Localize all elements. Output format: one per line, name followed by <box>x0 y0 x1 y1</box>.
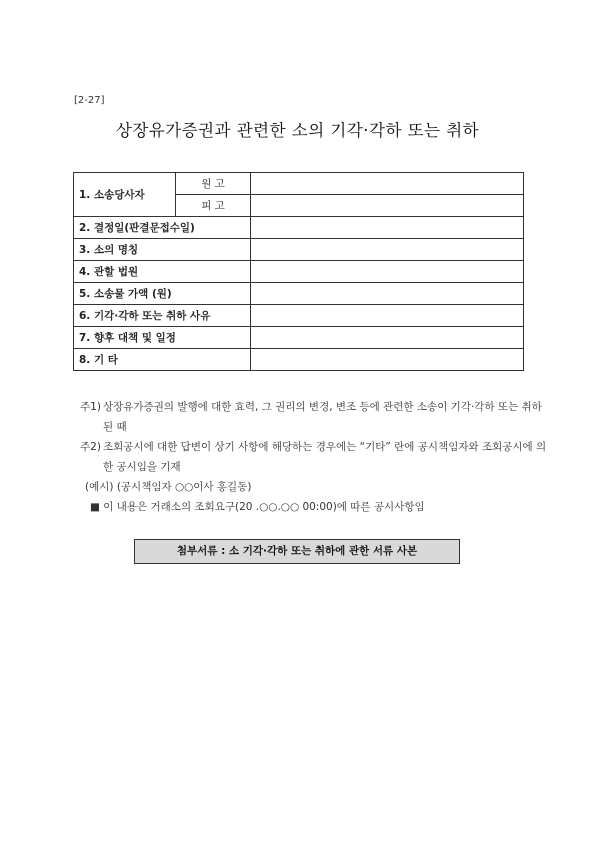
note-1-number: 주1) <box>80 401 101 413</box>
notes-section <box>80 397 549 517</box>
form-code: [2-27] <box>74 95 105 106</box>
value-cell-future-plan[interactable] <box>251 327 524 349</box>
row-label-court: 4. 관할 법원 <box>74 261 251 283</box>
row-label-decision-date: 2. 결정일(판결문접수일) <box>74 217 251 239</box>
statement-line <box>80 497 549 517</box>
value-cell-claim-amount[interactable] <box>251 283 524 305</box>
value-cell-court[interactable] <box>251 261 524 283</box>
disclosure-form-table <box>73 172 524 371</box>
note-1 <box>80 397 549 437</box>
table-row <box>74 173 524 195</box>
table-row <box>74 327 524 349</box>
example-line: (예시) (공시책임자 ○○이사 홍길동) <box>85 481 252 493</box>
value-cell-decision-date[interactable] <box>251 217 524 239</box>
table-row <box>74 283 524 305</box>
table-row <box>74 239 524 261</box>
statement-text: 이 내용은 거래소의 조회요구(20 .○○.○○ 00:00)에 따른 공시사항임 <box>103 501 425 513</box>
row-label-parties: 1. 소송당사자 <box>74 173 176 217</box>
row-label-other: 8. 기 타 <box>74 349 251 371</box>
sub-label-defendant: 피 고 <box>176 195 251 217</box>
row-label-future-plan: 7. 향후 대책 및 일정 <box>74 327 251 349</box>
value-cell-dismissal-reason[interactable] <box>251 305 524 327</box>
note-2-text: 조회공시에 대한 답변이 상기 사항에 해당하는 경우에는 “기타” 란에 공시책임자와 조회공시에 의한 공시임을 기재 <box>103 441 547 473</box>
page-title: 상장유가증권과 관련한 소의 기각·각하 또는 취하 <box>115 121 480 140</box>
note-1-text: 상장유가증권의 발행에 대한 효력, 그 권리의 변경, 변조 등에 관련한 소송이 기각·각하 또는 취하된 때 <box>103 401 542 433</box>
value-cell-suit-name[interactable] <box>251 239 524 261</box>
value-cell-other[interactable] <box>251 349 524 371</box>
note-2 <box>80 437 549 477</box>
attachment-box: 첨부서류 : 소 기각·각하 또는 취하에 관한 서류 사본 <box>134 539 460 564</box>
table-row <box>74 217 524 239</box>
row-label-claim-amount: 5. 소송물 가액 (원) <box>74 283 251 305</box>
square-bullet-icon: ■ <box>90 501 100 513</box>
value-cell-plaintiff[interactable] <box>251 173 524 195</box>
row-label-suit-name: 3. 소의 명칭 <box>74 239 251 261</box>
table-row <box>74 261 524 283</box>
row-label-dismissal-reason: 6. 기각·각하 또는 취하 사유 <box>74 305 251 327</box>
table-row <box>74 349 524 371</box>
value-cell-defendant[interactable] <box>251 195 524 217</box>
table-row <box>74 305 524 327</box>
sub-label-plaintiff: 원 고 <box>176 173 251 195</box>
note-2-number: 주2) <box>80 441 101 453</box>
